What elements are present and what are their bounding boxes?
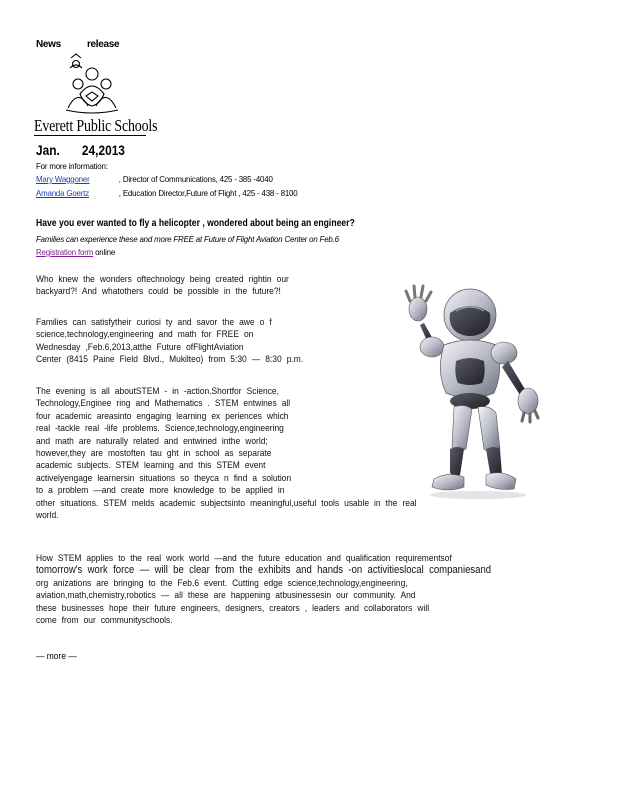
release-label: release <box>86 39 120 50</box>
more-indicator: — more — <box>36 650 77 661</box>
robot-illustration-icon <box>398 283 558 503</box>
paragraph-line: Technology,Enginee ring and Mathematics . STEM entwines all <box>36 397 291 409</box>
subheadline: Families can experience these and more FREE at Future of Flight Aviation Center on Feb.6 <box>36 234 339 244</box>
contact-details: , Director of Communications, 425 - 385 -4040 <box>118 174 273 184</box>
body-paragraph <box>36 552 491 626</box>
body-paragraph <box>36 385 417 521</box>
paragraph-line: aviation,math,chemistry,robotics — all these are happening atbusinessesin our community. And <box>36 589 416 601</box>
logo-divider <box>34 135 146 136</box>
document-type <box>36 39 119 50</box>
paragraph-line: tomorrow's work force — will be clear from the exhibits and hands -on activitieslocal companiesand <box>36 564 492 577</box>
paragraph-line: Center (8415 Paine Field Blvd., Mukilteo) from 5:30 — 8:30 p.m. <box>36 353 304 365</box>
date-month: Jan. <box>36 142 60 158</box>
district-name: Everett Public Schools <box>34 116 158 135</box>
paragraph-line: other situations. STEM melds academic subjectsinto meaningful,useful tools usable in the real <box>36 496 417 508</box>
contact-details: , Education Director,Future of Flight , 425 - 438 - 8100 <box>118 188 298 198</box>
date-day-year: 24,2013 <box>81 142 125 158</box>
registration-line <box>36 247 115 257</box>
paragraph-line: these businesses hope their future engineers, designers, creators , leaders and collaborators will <box>36 601 430 613</box>
paragraph-line: Wednesday ,Feb.6,2013,atthe Future ofFlightAviation <box>36 340 244 352</box>
news-label: News <box>36 39 61 50</box>
paragraph-line: Families can satisfytheir curiosi ty and savor the awe o f <box>36 316 272 327</box>
paragraph-line: activelyengage learnersin situations so theyca n find a solution <box>36 471 292 483</box>
contact-line <box>36 174 273 184</box>
registration-suffix: online <box>95 247 116 257</box>
paragraph-line: come from our communityschools. <box>36 614 173 626</box>
release-date <box>36 142 125 158</box>
info-label: For more information: <box>36 161 108 171</box>
paragraph-line: to a problem —and create more knowledge to be applied in <box>36 484 285 496</box>
body-paragraph <box>36 273 289 298</box>
body-paragraph <box>36 316 303 366</box>
paragraph-line: however,they are mostoften tau ght in school as separate <box>36 447 272 459</box>
contact-email-link[interactable]: Mary Waggoner <box>36 174 90 184</box>
paragraph-line: org anizations are bringing to the Feb.6 event. Cutting edge science,technology,engineering, <box>36 576 408 588</box>
paragraph-line: backyard?! And whatothers could be possible in the future?! <box>36 285 281 297</box>
contact-line <box>36 188 297 198</box>
headline: Have you ever wanted to fly a helicopter , wondered about being an engineer? <box>36 218 355 229</box>
paragraph-line: world. <box>36 509 59 521</box>
paragraph-line: four academic areasinto engaging learning ex periences which <box>36 409 289 421</box>
paragraph-line: real -tackle real -life problems. Science,technology,engineering <box>36 422 284 434</box>
paragraph-line: How STEM applies to the real work world —and the future education and qualification requirementsof <box>36 552 452 563</box>
registration-form-link[interactable]: Registration form <box>36 247 94 257</box>
paragraph-line: academic subjects. STEM learning and this STEM event <box>36 459 266 471</box>
paragraph-line: science,technology,engineering and math for FREE on <box>36 328 254 340</box>
contact-email-link[interactable]: Amanda Goertz <box>36 188 89 198</box>
paragraph-line: The evening is all aboutSTEM - in -action.Shortfor Science, <box>36 385 279 396</box>
paragraph-line: and math are naturally related and entwined inthe world; <box>36 434 268 446</box>
paragraph-line: Who knew the wonders oftechnology being created rightin our <box>36 273 289 284</box>
